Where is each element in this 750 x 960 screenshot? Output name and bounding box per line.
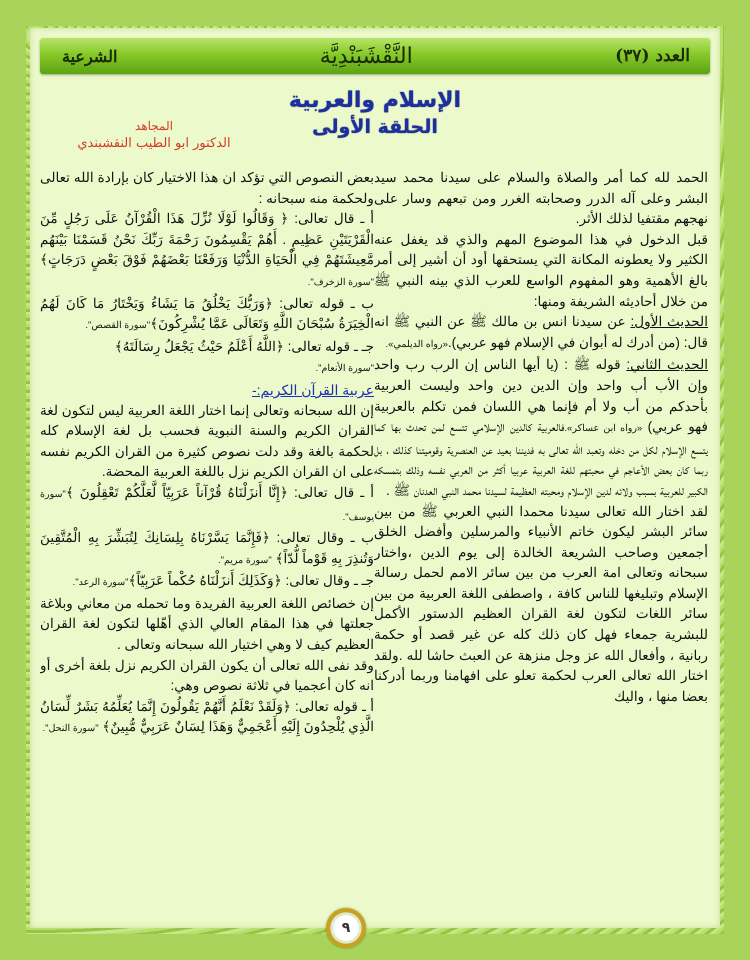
hadith-1-text: عن سيدنا انس بن مالك ﷺ عن النبي ﷺ انه قال: (من أدرك له أبوان في الإسلام فهو عربي).	[374, 314, 708, 350]
verse-text: ب ـ قوله تعالى: ﴿وَرَبُّكَ يَخْلُقُ مَا يَشَاءُ وَيَخْتَارُ مَا كَانَ لَهُمُ الْخِيَرَةُ سُبْحَانَ اللَّهِ وَتَعَالَى عَمَّا يُشْرِكُونَ﴾	[40, 295, 374, 332]
verse	[40, 697, 374, 740]
paragraph: إن خصائص اللغة العربية الفريدة وما تحمله من معاني وبلاغة جعلتها في هذا المقام العالي الذي أهّلها لتكون لغة القران العظيم كيف لا وهي اختيار الله سبحانه وتعالى .	[40, 595, 374, 653]
verse	[40, 337, 374, 380]
verse-source: "سورة الأنعام".	[315, 363, 374, 375]
issue-number: العدد (٣٧)	[615, 46, 690, 66]
verse	[40, 209, 374, 293]
magazine-logo: النَّقْشَبَنْدِيَّة	[319, 43, 413, 69]
verse-source: "سورة مريم".	[217, 554, 272, 566]
hadith-2-source: «رواه ابن عساكر».	[564, 423, 643, 435]
verse-text: جـ ـ وقال تعالى: ﴿وَكَذَلِكَ أَنزَلْنَاهُ حُكْماً عَرَبِيّاً﴾	[128, 573, 374, 589]
verse-text: أ ـ قوله تعالى: ﴿وَلَقَدْ نَعْلَمُ أَنَّهُمْ يَقُولُونَ إِنَّمَا يُعَلِّمُهُ بَشَرٌ لِّسَانُ الَّذِي يُلْحِدُونَ إِلَيْهِ أَعْجَمِيٌّ وَهَذَا لِسَانٌ عَرَبِيٌّ مُّبِينٌ﴾	[40, 698, 374, 735]
hadith-1-source: «رواه الديلمي».	[385, 338, 448, 350]
hadith-1-label: الحديث الأول:	[630, 314, 708, 330]
hadith-2-after: فالعربية كالدين الإسلامي تتسع لمن تحدث بها كما يتسع الإسلام لكل من دخله وتعبد الله تعالى به فديننا بعيد عن العنصرية وقوميتنا كذلك ، بل ربما كان بعض الأعاجم في محبتهم للغة العربية عربيا أكثر من العربي نفسه وذلك بتمسكه الكبير للعربية بسبب ولائه لدين الإسلام ومحبته العظيمة لسيدنا محمد النبي العدنان ﷺ .	[374, 419, 708, 498]
paragraph: إن الله سبحانه وتعالى إنما اختار اللغة العربية ليس لتكون لغة القران الكريم والسنة النبوية فحسب بل لغة الإسلام كله لحكمة بالغة وقد دلت نصوص كثيرة من القران الكريم نفسه على ان القران الكريم نزل باللغة العربية المحضة.	[40, 402, 374, 480]
verse-text: أ ـ قال تعالى: ﴿ وَقَالُوا لَوْلَا نُزِّلَ هَذَا الْقُرْآنُ عَلَى رَجُلٍ مِّنَ الْقَرْيَتَيْنِ عَظِيمٍ . أَهُمْ يَقْسِمُونَ رَحْمَةَ رَبِّكَ نَحْنُ قَسَمْنَا بَيْنَهُم مَّعِيشَتَهُمْ فِي الْحَيَاةِ الدُّنْيَا وَرَفَعْنَا بَعْضَهُمْ فَوْقَ بَعْضٍ دَرَجَاتٍ﴾	[40, 211, 374, 268]
verse-source: "سورة القصص".	[85, 320, 151, 332]
hadith-2-text: قوله ﷺ : (يا أيها الناس إن الرب رب واحد وإن الأب أب واحد وإن الدين دين واحد وليست العربية بأحدكم من أب ولا أم فإنما هي اللسان فمن تكلم بالعربية فهو عربي)	[374, 357, 708, 435]
paragraph: الحمد لله كما أمر والصلاة والسلام على سيدنا محمد سيد البشر وعلى آله الدرر وصحابته الغرر ومن تبعهم وسار على نهجهم مقتفيا لذلك الأثر.	[374, 170, 708, 227]
verse	[40, 294, 374, 337]
paragraph: لقد اختار الله تعالى سيدنا محمدا النبي العربي ﷺ من بين سائر البشر ليكون خاتم الأنبياء والمرسلين وأفضل الخلق أجمعين وصاحب الشريعة الخالدة إلى يوم الدين ،واختار سبحانه وتعالى امة العرب من بين سائر الامم لحمل رسالة الإسلام وتبليغها للناس كافة ، واصطفى اللغة العربية من بين سائر اللغات لتكون لغة القران العظيم الدستور الأكمل للبشرية جمعاء فهل كان ذلك كله عن غير قصد أو حكمة ربانية ، وأفعال الله عز وجل منزهة عن العبث حاشا لله .ولقد اختار الله تعالى العرب لحكمة تعلو على افهامنا وربما أدركنا بعضا منها ، واليك	[374, 503, 708, 704]
page-number-badge	[326, 908, 366, 948]
magazine-page	[30, 28, 720, 928]
author-honorific: المجاهد	[135, 119, 173, 133]
verse	[40, 571, 374, 594]
article-subtitle: الحلقة الأولى	[312, 116, 438, 138]
verse-source: "سورة يوسف".	[40, 488, 374, 523]
article-title: الإسلام والعربية	[288, 88, 462, 113]
section-heading: عربية القرآن الكريم:-	[252, 381, 374, 398]
verse-source: "سورة النحل".	[42, 723, 99, 735]
verse-text: أ ـ قال تعالى: ﴿إِنَّا أَنزَلْنَاهُ قُرْآناً عَرَبِيّاً لَّعَلَّكُمْ تَعْقِلُونَ ﴾	[65, 484, 374, 500]
section-name: الشرعية	[62, 46, 118, 66]
paragraph: قبل الدخول في هذا الموضوع المهم والذي قد يغفل عنه الكثير ولا يعطونه المكانة التي يستحقها أود أن أشير إلى أمر بالغ الأهمية وهو المفهوم الواسع للعرب الذي بينه النبي ﷺ من خلال أحاديثه الشريفة ومنها:	[374, 231, 708, 309]
left-column	[40, 168, 374, 908]
verse-source: "سورة الزخرف".	[307, 276, 374, 288]
author-block	[44, 118, 264, 152]
verse-text: جـ ـ قوله تعالى: ﴿اللَّهُ أَعْلَمُ حَيْثُ يَجْعَلُ رِسَالَتَهُ﴾	[114, 338, 374, 354]
paragraph: بعض النصوص التي تؤكد ان هذا الاختيار كان بإرادة الله تعالى ولحكمة منه سبحانه :	[40, 170, 374, 206]
header-bar	[40, 38, 710, 74]
verse-source: "سورة الرعد".	[72, 577, 129, 589]
author-name: الدكتور ابو الطيب النقشبندي	[77, 136, 231, 151]
hadith-2	[374, 355, 708, 501]
right-column	[374, 168, 708, 908]
page-number: ٩	[341, 920, 351, 936]
hadith-1	[374, 312, 708, 355]
verse	[40, 528, 374, 571]
hadith-2-label: الحديث الثاني:	[626, 357, 708, 373]
verse	[40, 483, 374, 528]
paragraph: وقد نفى الله تعالى أن يكون القران الكريم نزل بلغة أخرى أو انه كان أعجميا في ثلاثة نصوص وهي:	[40, 657, 374, 694]
verse-text: ب ـ وقال تعالى: ﴿فَإِنَّمَا يَسَّرْنَاهُ بِلِسَانِكَ لِتُبَشِّرَ بِهِ الْمُتَّقِينَ وَتُنذِرَ بِهِ قَوْماً لُّدّاً﴾	[40, 530, 374, 566]
